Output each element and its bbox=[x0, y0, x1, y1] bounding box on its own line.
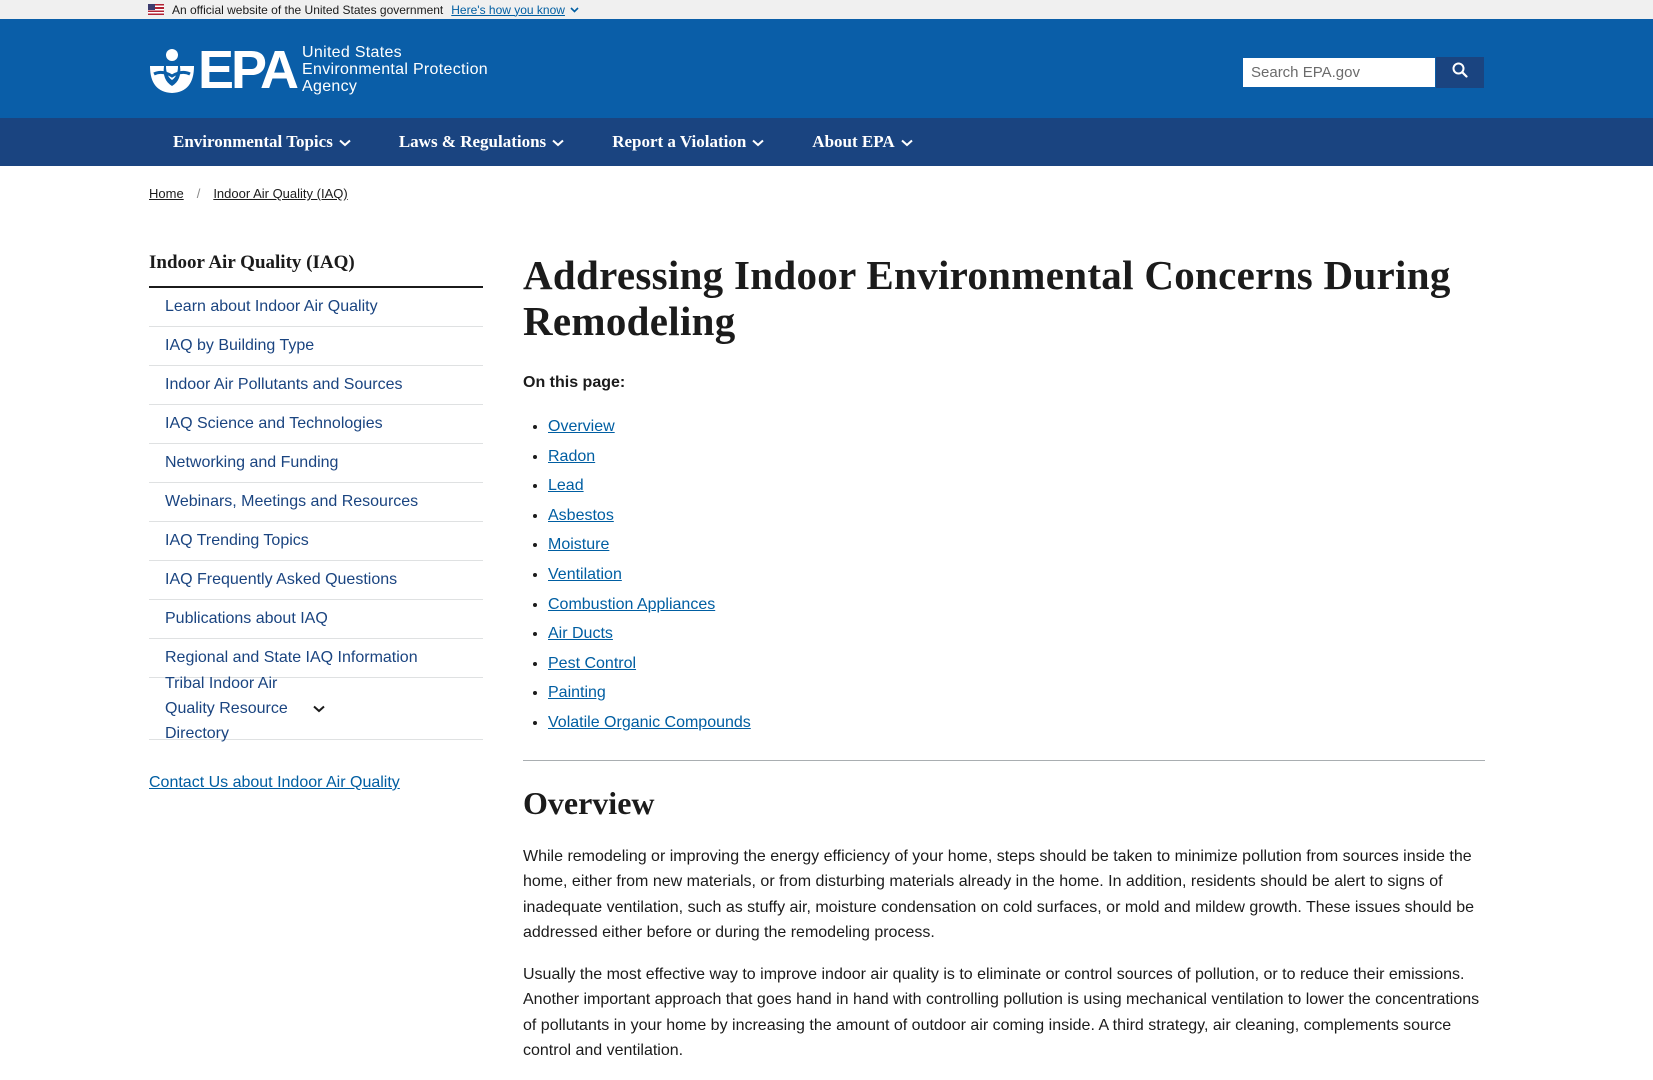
nav-report-violation[interactable] bbox=[612, 132, 764, 152]
chevron-down-icon bbox=[570, 5, 579, 15]
sidebar-item-networking[interactable]: Networking and Funding bbox=[149, 444, 483, 483]
nav-about-epa[interactable] bbox=[812, 132, 912, 152]
on-this-page-label: On this page: bbox=[523, 374, 626, 391]
search-input[interactable] bbox=[1242, 57, 1436, 88]
overview-paragraph-2: Usually the most effective way to improve indoor air quality is to eliminate or control sources of pollution, or to reduce their emissions. Another important approach that goes hand in hand with controlling pollution is using mechanical ventilation to lower the concentrations of pollutants in your home by increasing the amount of outdoor air coming inside. A third strategy, air cleaning, complements source control and ventilation. bbox=[523, 965, 1480, 1060]
sidebar-item-regional[interactable]: Regional and State IAQ Information bbox=[149, 639, 483, 678]
list-item bbox=[548, 501, 1485, 531]
toc-link-ventilation[interactable]: Ventilation bbox=[548, 565, 622, 583]
list-item bbox=[548, 649, 1485, 679]
sidebar-item-learn[interactable]: Learn about Indoor Air Quality bbox=[149, 288, 483, 327]
site-header bbox=[0, 19, 1653, 118]
gov-banner bbox=[0, 0, 1653, 19]
breadcrumb-current[interactable]: Indoor Air Quality (IAQ) bbox=[213, 186, 348, 201]
epa-flower-icon bbox=[148, 46, 196, 94]
chevron-down-icon bbox=[901, 132, 913, 152]
list-item bbox=[548, 412, 1485, 442]
contact-us-link[interactable]: Contact Us about Indoor Air Quality bbox=[149, 774, 400, 791]
chevron-down-icon bbox=[552, 132, 564, 152]
agency-line-3: Agency bbox=[302, 78, 358, 95]
chevron-down-icon[interactable] bbox=[313, 696, 461, 721]
sidebar bbox=[149, 252, 483, 792]
overview-paragraph-1: While remodeling or improving the energy efficiency of your home, steps should be taken to minimize pollution from sources inside the home, either from new materials, or from disturbing materials already in the home. In addition, residents should be alert to signs of inadequate ventilation, such as stuffy air, moisture condensation on cold surfaces, or mold and mildew growth. These issues should be addressed either before or during the remodeling process. bbox=[523, 847, 1475, 942]
list-item bbox=[548, 619, 1485, 649]
nav-label: Report a Violation bbox=[612, 132, 747, 151]
nav-label: Environmental Topics bbox=[173, 132, 333, 151]
toc-link-vocs[interactable]: Volatile Organic Compounds bbox=[548, 713, 751, 731]
section-divider bbox=[523, 760, 1485, 761]
toc-link-pest-control[interactable]: Pest Control bbox=[548, 654, 637, 672]
sidebar-item-tribal[interactable] bbox=[149, 675, 483, 742]
toc-link-lead[interactable]: Lead bbox=[548, 477, 584, 495]
toc-link-moisture[interactable]: Moisture bbox=[548, 536, 610, 554]
list-item bbox=[548, 708, 1485, 738]
site-search bbox=[1242, 57, 1484, 88]
main-nav bbox=[0, 118, 1653, 166]
list-item bbox=[548, 471, 1485, 501]
toc-link-asbestos[interactable]: Asbestos bbox=[548, 506, 614, 524]
agency-line-1: United States bbox=[302, 44, 402, 61]
main-content bbox=[523, 252, 1485, 1064]
sidebar-item-science[interactable]: IAQ Science and Technologies bbox=[149, 405, 483, 444]
sidebar-item-building-type[interactable]: IAQ by Building Type bbox=[149, 327, 483, 366]
list-item bbox=[548, 442, 1485, 472]
search-button[interactable] bbox=[1436, 57, 1484, 88]
search-icon bbox=[1452, 62, 1468, 83]
sidebar-item-label: Tribal Indoor Air Quality Resource Directory bbox=[165, 675, 288, 742]
nav-environmental-topics[interactable] bbox=[173, 132, 351, 152]
overview-heading: Overview bbox=[523, 784, 655, 821]
sidebar-title: Indoor Air Quality (IAQ) bbox=[149, 252, 483, 288]
heres-how-you-know-label: Here's how you know bbox=[451, 2, 565, 17]
breadcrumb bbox=[149, 186, 348, 201]
sidebar-menu bbox=[149, 288, 483, 740]
chevron-down-icon bbox=[752, 132, 764, 152]
list-item bbox=[548, 590, 1485, 620]
heres-how-you-know-link[interactable] bbox=[451, 3, 579, 17]
sidebar-item-webinars[interactable]: Webinars, Meetings and Resources bbox=[149, 483, 483, 522]
epa-logo[interactable] bbox=[148, 39, 488, 100]
list-item bbox=[548, 530, 1485, 560]
breadcrumb-home[interactable]: Home bbox=[149, 186, 184, 201]
toc-link-overview[interactable]: Overview bbox=[548, 418, 615, 435]
sidebar-item-faq[interactable]: IAQ Frequently Asked Questions bbox=[149, 561, 483, 600]
agency-line-2: Environmental Protection bbox=[302, 61, 488, 78]
nav-label: Laws & Regulations bbox=[398, 132, 547, 151]
nav-laws-regulations[interactable] bbox=[399, 132, 564, 152]
list-item bbox=[548, 678, 1485, 708]
sidebar-item-trending[interactable]: IAQ Trending Topics bbox=[149, 522, 483, 561]
breadcrumb-separator: / bbox=[196, 186, 201, 201]
list-item bbox=[548, 560, 1485, 590]
toc-link-air-ducts[interactable]: Air Ducts bbox=[548, 625, 613, 643]
page-title: Addressing Indoor Environmental Concerns During Remodeling bbox=[523, 252, 1451, 344]
on-this-page-list bbox=[523, 412, 1485, 738]
agency-name bbox=[302, 44, 488, 95]
toc-link-combustion[interactable]: Combustion Appliances bbox=[548, 595, 716, 613]
us-flag-icon bbox=[148, 4, 164, 15]
nav-label: About EPA bbox=[812, 132, 895, 151]
sidebar-item-publications[interactable]: Publications about IAQ bbox=[149, 600, 483, 639]
sidebar-item-pollutants[interactable]: Indoor Air Pollutants and Sources bbox=[149, 366, 483, 405]
toc-link-radon[interactable]: Radon bbox=[548, 447, 596, 465]
chevron-down-icon bbox=[339, 132, 351, 152]
logo-wordmark: EPA bbox=[198, 39, 297, 100]
toc-link-painting[interactable]: Painting bbox=[548, 684, 606, 702]
gov-banner-text: An official website of the United States government bbox=[172, 2, 444, 17]
